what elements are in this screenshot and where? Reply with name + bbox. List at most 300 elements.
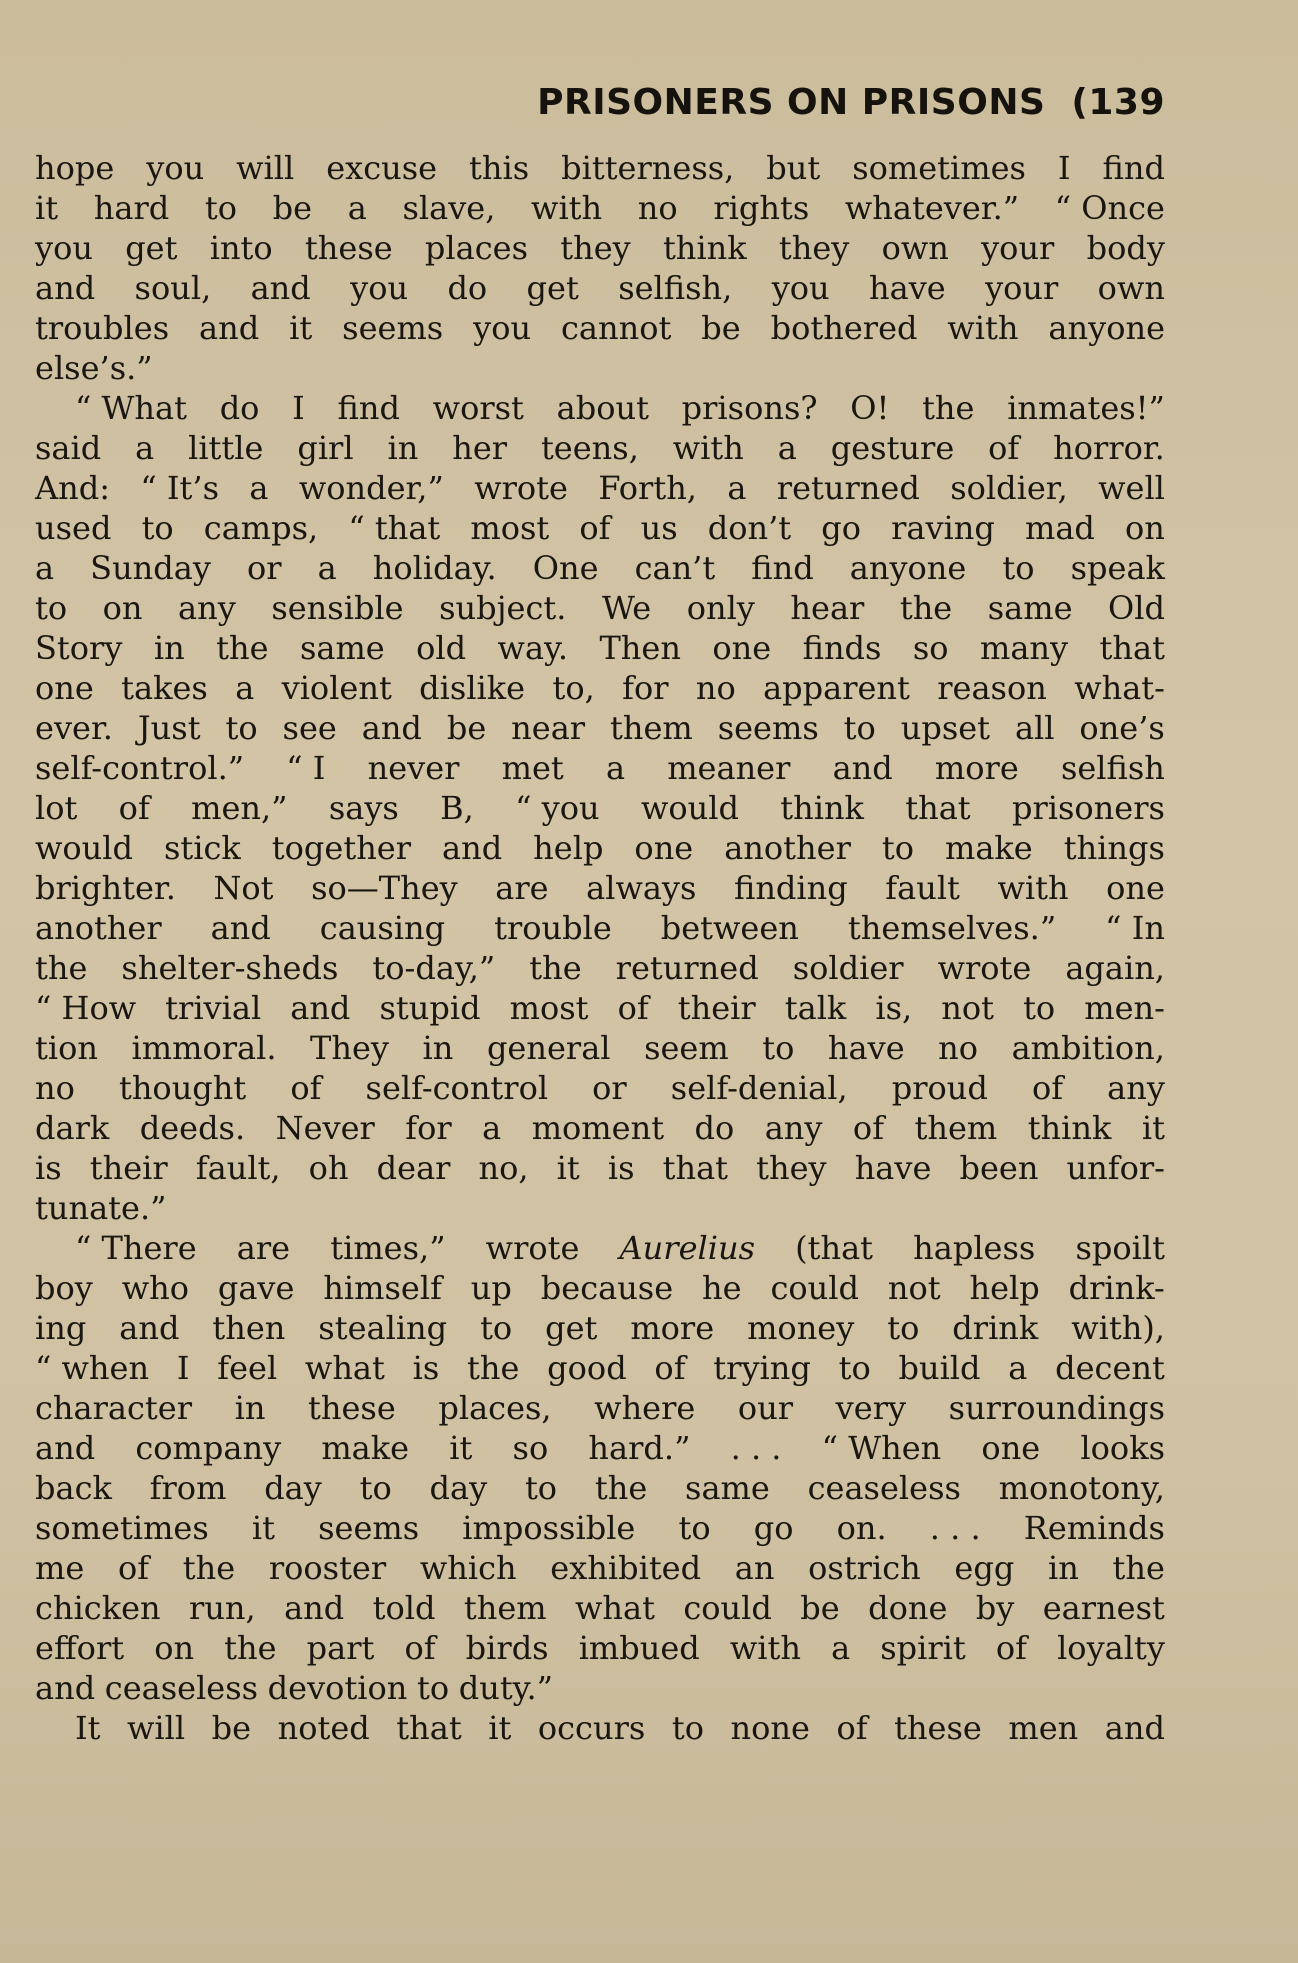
- word: find: [1102, 149, 1165, 187]
- word: one’s: [1079, 709, 1165, 747]
- word: and: [284, 1589, 345, 1627]
- word: self-control.”: [35, 749, 245, 787]
- word: fault,: [195, 1149, 281, 1187]
- word: a: [605, 749, 626, 787]
- word: wrote: [937, 949, 1032, 987]
- text-line: [35, 908, 1165, 948]
- word: sometimes: [35, 1509, 209, 1547]
- word: ever.: [35, 709, 113, 747]
- word: worst: [432, 389, 524, 427]
- word: And:: [35, 469, 110, 507]
- text-line: [35, 548, 1165, 588]
- word: be: [446, 709, 487, 747]
- text-line: [35, 1388, 1165, 1428]
- word: drink-: [1068, 1269, 1165, 1307]
- word: so: [512, 1429, 549, 1467]
- word: it: [1141, 1109, 1165, 1147]
- word: get: [125, 229, 178, 267]
- word: a: [35, 549, 55, 587]
- word: selfish: [1060, 749, 1165, 787]
- text-line: [35, 1148, 1165, 1188]
- word: “ When: [821, 1429, 942, 1467]
- word: near: [511, 709, 586, 747]
- word: trying: [713, 1349, 811, 1387]
- word: and: [250, 269, 311, 307]
- word: to,: [552, 669, 595, 707]
- word: of: [1031, 1069, 1064, 1107]
- word: hapless: [913, 1229, 1036, 1267]
- word: times,”: [330, 1229, 446, 1267]
- word: tion: [35, 1029, 98, 1067]
- word: little: [188, 429, 264, 467]
- word: raving: [891, 509, 995, 547]
- word: subject.: [439, 589, 567, 627]
- word: on: [1125, 509, 1165, 547]
- word: duty.”: [458, 1669, 554, 1707]
- text-line: [35, 148, 1165, 188]
- word: good: [547, 1349, 627, 1387]
- word: the: [467, 1349, 520, 1387]
- word: takes: [121, 669, 208, 707]
- word: horror.: [1053, 429, 1165, 467]
- text-line: [35, 708, 1165, 748]
- word: a: [482, 1109, 502, 1147]
- word: again,: [1065, 949, 1165, 987]
- word: because: [540, 1269, 674, 1307]
- word: . . .: [730, 1429, 782, 1467]
- word: lot: [35, 789, 78, 827]
- word: one: [981, 1429, 1041, 1467]
- word: surroundings: [948, 1389, 1165, 1427]
- word: and: [210, 909, 271, 947]
- word: day: [264, 1469, 322, 1507]
- word: together: [271, 829, 412, 867]
- word: things: [1063, 829, 1165, 867]
- word: and: [35, 1429, 96, 1467]
- word: to: [204, 189, 237, 227]
- word: the: [594, 1469, 648, 1507]
- word: same: [299, 629, 385, 667]
- word: proud: [891, 1069, 988, 1107]
- word: hear: [790, 589, 865, 627]
- word: money: [747, 1309, 855, 1347]
- word: exhibited: [550, 1549, 702, 1587]
- word: troubles: [35, 309, 170, 347]
- word: build: [898, 1349, 981, 1387]
- word: spirit: [880, 1629, 966, 1667]
- text-line: [35, 388, 1165, 428]
- word: “ It’s: [140, 469, 219, 507]
- word: these: [308, 1389, 396, 1427]
- word: oh: [308, 1149, 349, 1187]
- word: in: [234, 1389, 266, 1427]
- word: it: [251, 1509, 275, 1547]
- word: a: [317, 549, 337, 587]
- word: or: [246, 549, 282, 587]
- word: hope: [35, 149, 115, 187]
- word: can’t: [634, 549, 716, 587]
- word: own: [1097, 269, 1165, 307]
- word: the: [182, 1549, 236, 1587]
- word: what: [304, 1349, 385, 1387]
- word: to: [838, 1349, 871, 1387]
- word: trivial: [165, 989, 262, 1027]
- word: them: [610, 709, 693, 747]
- word: character: [35, 1389, 192, 1427]
- text-line: [35, 1428, 1165, 1468]
- word: of: [988, 429, 1020, 467]
- word: Just: [137, 709, 201, 747]
- word: wrote: [485, 1229, 580, 1267]
- word: it: [35, 189, 59, 227]
- text-line: [35, 1348, 1165, 1388]
- word: Forth,: [598, 469, 697, 507]
- text-line: [35, 188, 1165, 228]
- word: “ What: [75, 389, 187, 427]
- word: an: [734, 1549, 775, 1587]
- word: their: [677, 989, 756, 1027]
- word: a: [727, 469, 747, 507]
- word: never: [367, 749, 460, 787]
- word: are: [495, 869, 549, 907]
- word: stealing: [318, 1309, 448, 1347]
- word: cannot: [561, 309, 672, 347]
- word: help: [533, 829, 604, 867]
- word: violent: [281, 669, 392, 707]
- word: on.: [836, 1509, 887, 1547]
- word: more: [630, 1309, 715, 1347]
- text-line: [35, 468, 1165, 508]
- word: of: [836, 1709, 868, 1747]
- word: go: [821, 509, 861, 547]
- word: soul,: [134, 269, 212, 307]
- word: many: [979, 629, 1069, 667]
- word: your: [985, 269, 1059, 307]
- word: they: [560, 229, 631, 267]
- word: to: [881, 829, 914, 867]
- word: to: [141, 509, 174, 547]
- word: sensible: [271, 589, 404, 627]
- word: so: [912, 629, 949, 667]
- word: do: [447, 269, 488, 307]
- word: prisons?: [681, 389, 818, 427]
- word: teens,: [540, 429, 639, 467]
- word: it: [449, 1429, 473, 1467]
- word: me: [35, 1549, 85, 1587]
- word: most: [470, 509, 550, 547]
- word: and: [1104, 1709, 1165, 1747]
- word: They: [310, 1029, 389, 1067]
- text-line: [35, 1028, 1165, 1068]
- word: then: [212, 1309, 286, 1347]
- word: places,: [438, 1389, 552, 1427]
- text-line: [35, 828, 1165, 868]
- text-line: [35, 628, 1165, 668]
- word: a: [831, 1629, 851, 1667]
- word: no: [938, 1029, 979, 1067]
- word: with: [531, 189, 603, 227]
- text-line: [35, 1508, 1165, 1548]
- word: to: [678, 1509, 711, 1547]
- word: with: [947, 309, 1019, 347]
- word: himself: [323, 1269, 442, 1307]
- word: any: [764, 1109, 823, 1147]
- word: you: [350, 269, 409, 307]
- word: none: [730, 1709, 810, 1747]
- word: said: [35, 429, 102, 467]
- word: for: [622, 669, 669, 707]
- word: these: [304, 229, 393, 267]
- word: which: [419, 1549, 517, 1587]
- word: no: [695, 669, 736, 707]
- word: to: [1023, 989, 1056, 1027]
- word: general: [486, 1029, 611, 1067]
- word: to: [524, 1469, 558, 1507]
- word: a: [1008, 1349, 1028, 1387]
- text-line: [35, 1548, 1165, 1588]
- running-head-title: PRISONERS ON PRISONS: [537, 82, 1046, 123]
- word: bitterness,: [561, 149, 735, 187]
- word: Aurelius: [619, 1229, 755, 1267]
- word: one: [1106, 869, 1165, 907]
- word: is: [35, 1149, 62, 1187]
- word: part: [306, 1629, 375, 1667]
- word: they: [778, 229, 850, 267]
- word: he: [702, 1269, 742, 1307]
- word: O!: [850, 389, 890, 427]
- word: the: [529, 949, 582, 987]
- word: make: [944, 829, 1033, 867]
- word: but: [766, 149, 821, 187]
- word: dislike: [419, 669, 526, 707]
- word: with: [997, 869, 1069, 907]
- word: We: [601, 589, 652, 627]
- word: slave,: [402, 189, 496, 227]
- word: that: [662, 1149, 729, 1187]
- word: told: [372, 1589, 436, 1627]
- word: reason: [937, 669, 1047, 707]
- word: “ I: [286, 749, 326, 787]
- word: Not: [213, 869, 274, 907]
- word: finds: [802, 629, 882, 667]
- word: no: [637, 189, 678, 227]
- running-head: [537, 82, 1165, 123]
- word: to: [35, 589, 68, 627]
- word: girl: [297, 429, 354, 467]
- word: a: [777, 429, 797, 467]
- word: to-day,”: [372, 949, 496, 987]
- word: mad: [1024, 509, 1095, 547]
- word: not: [941, 989, 994, 1027]
- word: hard.”: [588, 1429, 691, 1467]
- word: you: [35, 229, 93, 267]
- word: gesture: [830, 429, 955, 467]
- word: way.: [497, 629, 569, 667]
- word: else’s.”: [35, 349, 153, 387]
- word: don’t: [707, 509, 792, 547]
- word: of: [852, 1109, 885, 1147]
- word: to: [887, 1309, 920, 1347]
- word: they: [756, 1149, 827, 1187]
- word: of: [995, 1629, 1027, 1667]
- text-line: [35, 228, 1165, 268]
- word: their: [89, 1149, 168, 1187]
- word: feel: [217, 1349, 278, 1387]
- word: “ Once: [1054, 189, 1165, 227]
- word: imbued: [578, 1629, 700, 1667]
- word: places: [424, 229, 528, 267]
- text-line: [35, 788, 1165, 828]
- word: so—They: [311, 869, 458, 907]
- word: the: [922, 389, 975, 427]
- word: same: [987, 589, 1073, 627]
- word: these: [894, 1709, 982, 1747]
- word: of: [654, 1349, 686, 1387]
- word: this: [469, 149, 530, 187]
- word: company: [135, 1429, 282, 1467]
- word: be: [211, 1709, 252, 1747]
- word: meaner: [667, 749, 791, 787]
- word: moment: [531, 1109, 665, 1147]
- text-line: [35, 988, 1165, 1028]
- word: self-control: [365, 1069, 549, 1107]
- word: body: [1086, 229, 1165, 267]
- word: and: [35, 269, 96, 307]
- word: Never: [275, 1109, 375, 1147]
- word: seem: [644, 1029, 729, 1067]
- word: on: [154, 1629, 195, 1667]
- word: excuse: [326, 149, 438, 187]
- word: boy: [35, 1269, 93, 1307]
- word: of: [117, 1549, 150, 1587]
- word: chicken: [35, 1589, 161, 1627]
- text-line: [35, 1628, 1165, 1668]
- word: most: [509, 989, 589, 1027]
- word: with: [672, 429, 744, 467]
- word: do: [219, 389, 260, 427]
- text-line: [35, 1708, 1165, 1748]
- word: occurs: [537, 1709, 646, 1747]
- word: our: [737, 1389, 794, 1427]
- word: I: [292, 389, 305, 427]
- word: us: [640, 509, 678, 547]
- word: for: [405, 1109, 452, 1147]
- word: seems: [717, 709, 819, 747]
- word: tunate.”: [35, 1189, 167, 1227]
- word: ceaseless: [104, 1669, 259, 1707]
- word: to: [359, 1469, 392, 1507]
- word: back: [35, 1469, 112, 1507]
- word: do: [694, 1109, 735, 1147]
- word: into: [209, 229, 273, 267]
- word: egg: [954, 1549, 1015, 1587]
- word: monotony,: [998, 1469, 1165, 1507]
- word: themselves.”: [847, 909, 1057, 947]
- text-line: [35, 348, 1165, 388]
- word: . . .: [929, 1509, 981, 1547]
- word: inmates!”: [1007, 389, 1165, 427]
- word: Sunday: [90, 549, 211, 587]
- word: will: [236, 149, 295, 187]
- word: from: [149, 1469, 227, 1507]
- word: I: [1057, 149, 1071, 187]
- page-number: (139: [1071, 82, 1165, 123]
- word: what-: [1074, 669, 1165, 707]
- word: impossible: [462, 1509, 636, 1547]
- word: have: [827, 1029, 905, 1067]
- text-line: [35, 948, 1165, 988]
- word: the: [216, 629, 269, 667]
- word: seems: [342, 309, 444, 347]
- word: own: [881, 229, 949, 267]
- word: would: [35, 829, 133, 867]
- word: in: [387, 429, 419, 467]
- word: ostrich: [808, 1549, 921, 1587]
- word: I: [176, 1349, 190, 1387]
- word: of: [579, 509, 611, 547]
- text-line: [35, 868, 1165, 908]
- word: earnest: [1042, 1589, 1165, 1627]
- word: to: [671, 1709, 704, 1747]
- word: and: [35, 1669, 96, 1707]
- word: men-: [1084, 989, 1165, 1027]
- word: B,: [440, 789, 474, 827]
- word: Reminds: [1023, 1509, 1165, 1547]
- word: about: [556, 389, 649, 427]
- word: noted: [277, 1709, 370, 1747]
- word: stick: [163, 829, 241, 867]
- word: looks: [1080, 1429, 1165, 1467]
- word: you: [473, 309, 532, 347]
- word: all: [1014, 709, 1055, 747]
- text-line: [35, 268, 1165, 308]
- word: and: [442, 829, 503, 867]
- text-line: [35, 428, 1165, 468]
- word: that: [396, 1709, 462, 1747]
- text-line: [35, 1268, 1165, 1308]
- word: help: [969, 1269, 1040, 1307]
- text-line: [35, 1308, 1165, 1348]
- word: of: [617, 989, 649, 1027]
- word: any: [178, 589, 236, 627]
- word: immoral.: [131, 1029, 277, 1067]
- word: Story: [35, 629, 123, 667]
- word: one: [634, 829, 694, 867]
- word: get: [526, 269, 579, 307]
- word: have: [869, 269, 946, 307]
- word: selfish,: [618, 269, 733, 307]
- word: your: [981, 229, 1055, 267]
- word: done: [868, 1589, 948, 1627]
- word: on: [102, 589, 143, 627]
- word: shelter-sheds: [121, 949, 339, 987]
- word: another: [724, 829, 851, 867]
- word: ceaseless: [807, 1469, 961, 1507]
- word: thought: [118, 1069, 247, 1107]
- word: Then: [599, 629, 681, 667]
- text-line: [35, 1668, 1165, 1708]
- word: soldier: [792, 949, 904, 987]
- word: between: [660, 909, 799, 947]
- text-line: [35, 1188, 1165, 1228]
- word: go: [753, 1509, 794, 1547]
- word: a: [135, 429, 155, 467]
- word: will: [127, 1709, 186, 1747]
- word: bothered: [770, 309, 918, 347]
- word: dear: [376, 1149, 451, 1187]
- word: one: [35, 669, 94, 707]
- word: to: [480, 1309, 513, 1347]
